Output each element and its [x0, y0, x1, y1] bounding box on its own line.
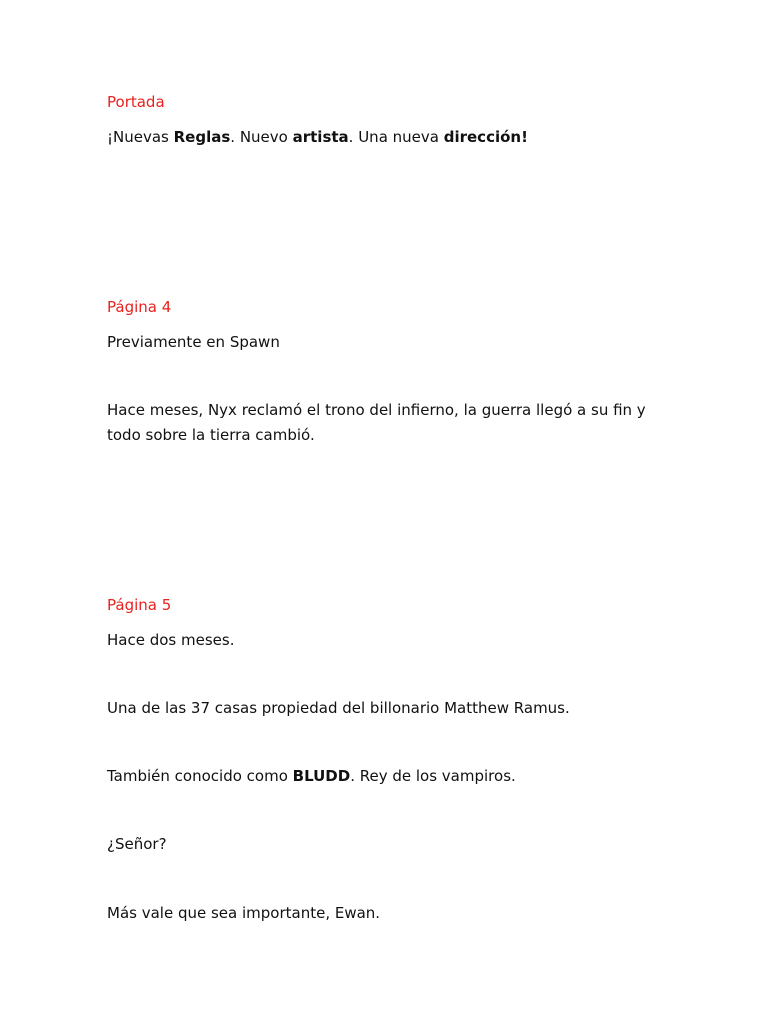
tagline-text-2: . Nuevo: [230, 128, 293, 146]
page5-heading: Página 5: [107, 596, 172, 614]
tagline-bold-reglas: Reglas: [173, 128, 231, 146]
tagline-bold-direccion: dirección!: [443, 128, 528, 146]
tagline-text-3: . Una nueva: [348, 128, 444, 146]
page5-line-3: [107, 764, 667, 789]
page5-line-5: Más vale que sea importante, Ewan.: [107, 904, 381, 922]
page5-line-1: Hace dos meses.: [107, 631, 235, 649]
page4-heading: Página 4: [107, 298, 172, 316]
tagline-bold-artista: artista: [292, 128, 349, 146]
cover-tagline: [107, 125, 667, 150]
line3-text-1: También conocido como: [107, 767, 293, 785]
page5-line-4: ¿Señor?: [107, 835, 167, 853]
cover-heading: Portada: [107, 93, 165, 111]
tagline-text-1: ¡Nuevas: [107, 128, 174, 146]
page4-line-1: Previamente en Spawn: [107, 333, 280, 351]
page5-line-2: Una de las 37 casas propiedad del billonario Matthew Ramus.: [107, 699, 570, 717]
page4-line-2: Hace meses, Nyx reclamó el trono del infierno, la guerra llegó a su fin y todo sobre la tierra cambió.: [107, 401, 646, 444]
line3-bold-bludd: BLUDD: [292, 767, 351, 785]
line3-text-2: . Rey de los vampiros.: [350, 767, 516, 785]
